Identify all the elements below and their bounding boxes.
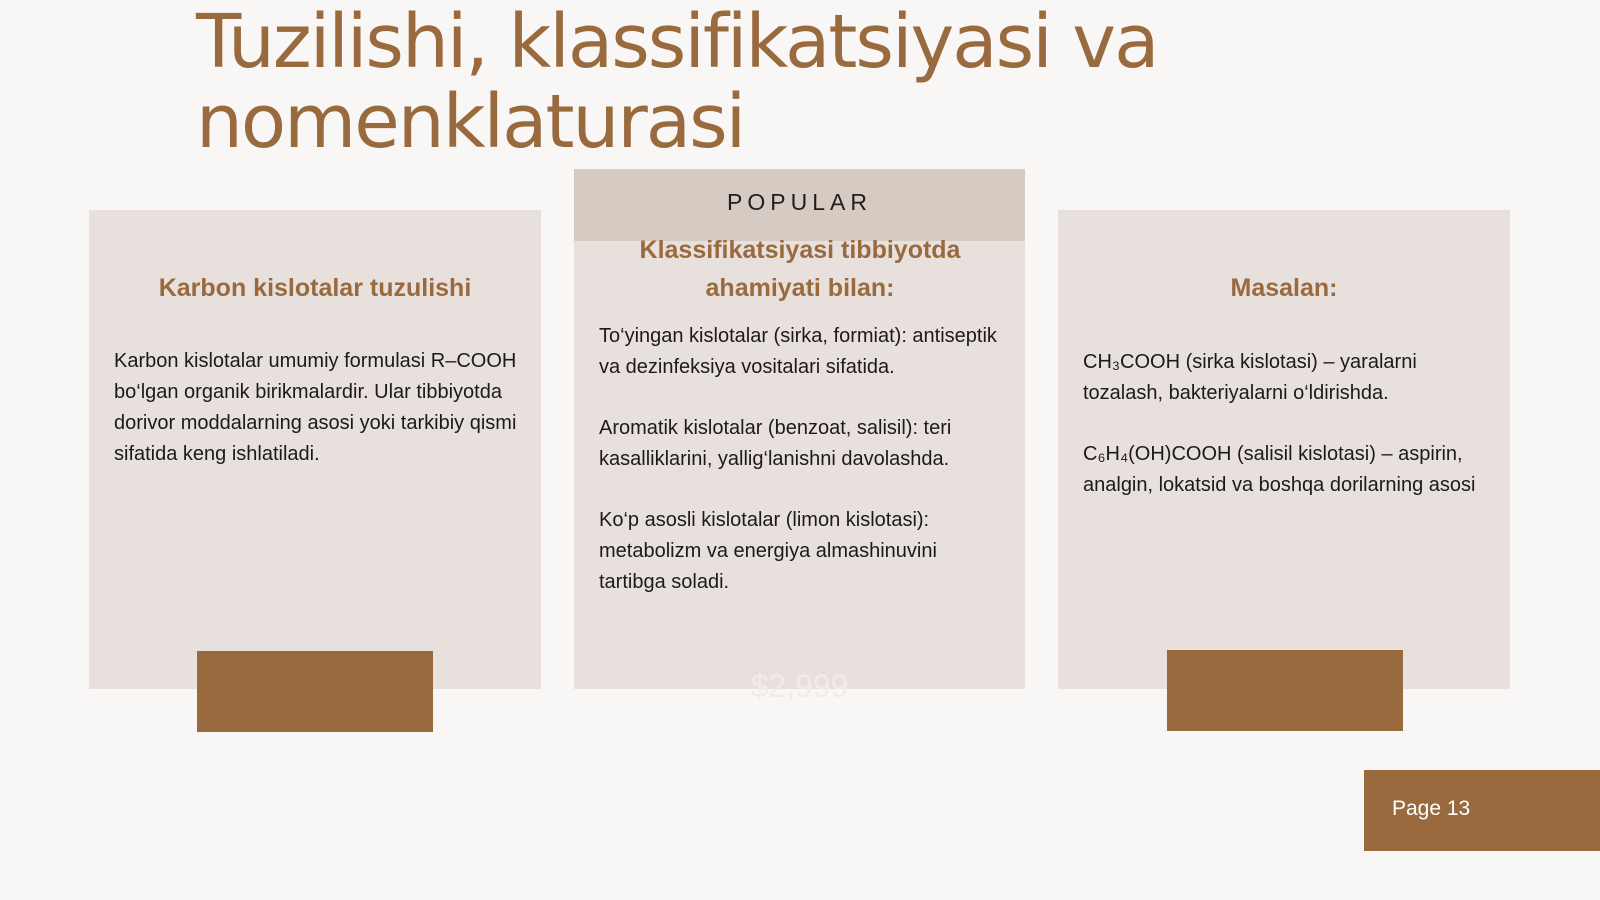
card-examples <box>1058 210 1510 689</box>
card-examples-body <box>1083 347 1493 501</box>
slide-title: Tuzilishi, klassifikatsiyasi va nomenklaturasi <box>196 0 1158 165</box>
card-examples-title: Masalan: <box>1230 274 1338 302</box>
card-structure-body <box>114 346 524 470</box>
card-structure-text: Karbon kislotalar umumiy formulasi R–COOH bo‘lgan organik birikmalardir. Ular tibbiyotda dorivor moddalarning asosi yoki tarkibiy qismi sifatida keng ishlatiladi. <box>114 350 517 465</box>
card-structure-button[interactable] <box>197 651 433 732</box>
card-classification <box>574 169 1025 704</box>
card-structure-title: Karbon kislotalar tuzulishi <box>158 274 472 302</box>
example-salicylic-acid: C₆H₄(OH)COOH (salisil kislotasi) – aspirin, analgin, lokatsid va boshqa dorilarning asosi <box>1083 443 1476 496</box>
page-number-tag <box>1364 770 1600 851</box>
card-classification-title: Klassifikatsiyasi tibbiyotda ahamiyati bilan: <box>639 236 961 302</box>
classification-saturated: To‘yingan kislotalar (sirka, formiat): antiseptik va dezinfeksiya vositalari sifatida. <box>599 325 997 378</box>
price-label: $2,999 <box>750 668 849 704</box>
card-examples-button[interactable] <box>1167 650 1403 731</box>
classification-aromatic: Aromatik kislotalar (benzoat, salisil): teri kasalliklarini, yallig‘lanishni davolashda. <box>599 417 952 470</box>
page-number: Page 13 <box>1392 797 1471 820</box>
example-acetic-acid: CH₃COOH (sirka kislotasi) – yaralarni tozalash, bakteriyalarni o‘ldirishda. <box>1083 351 1417 404</box>
card-classification-body <box>599 321 1009 598</box>
card-structure <box>89 210 541 689</box>
classification-polybasic: Ko‘p asosli kislotalar (limon kislotasi): metabolizm va energiya almashinuvini tartibga soladi. <box>599 509 937 593</box>
popular-badge: POPULAR <box>727 189 872 215</box>
